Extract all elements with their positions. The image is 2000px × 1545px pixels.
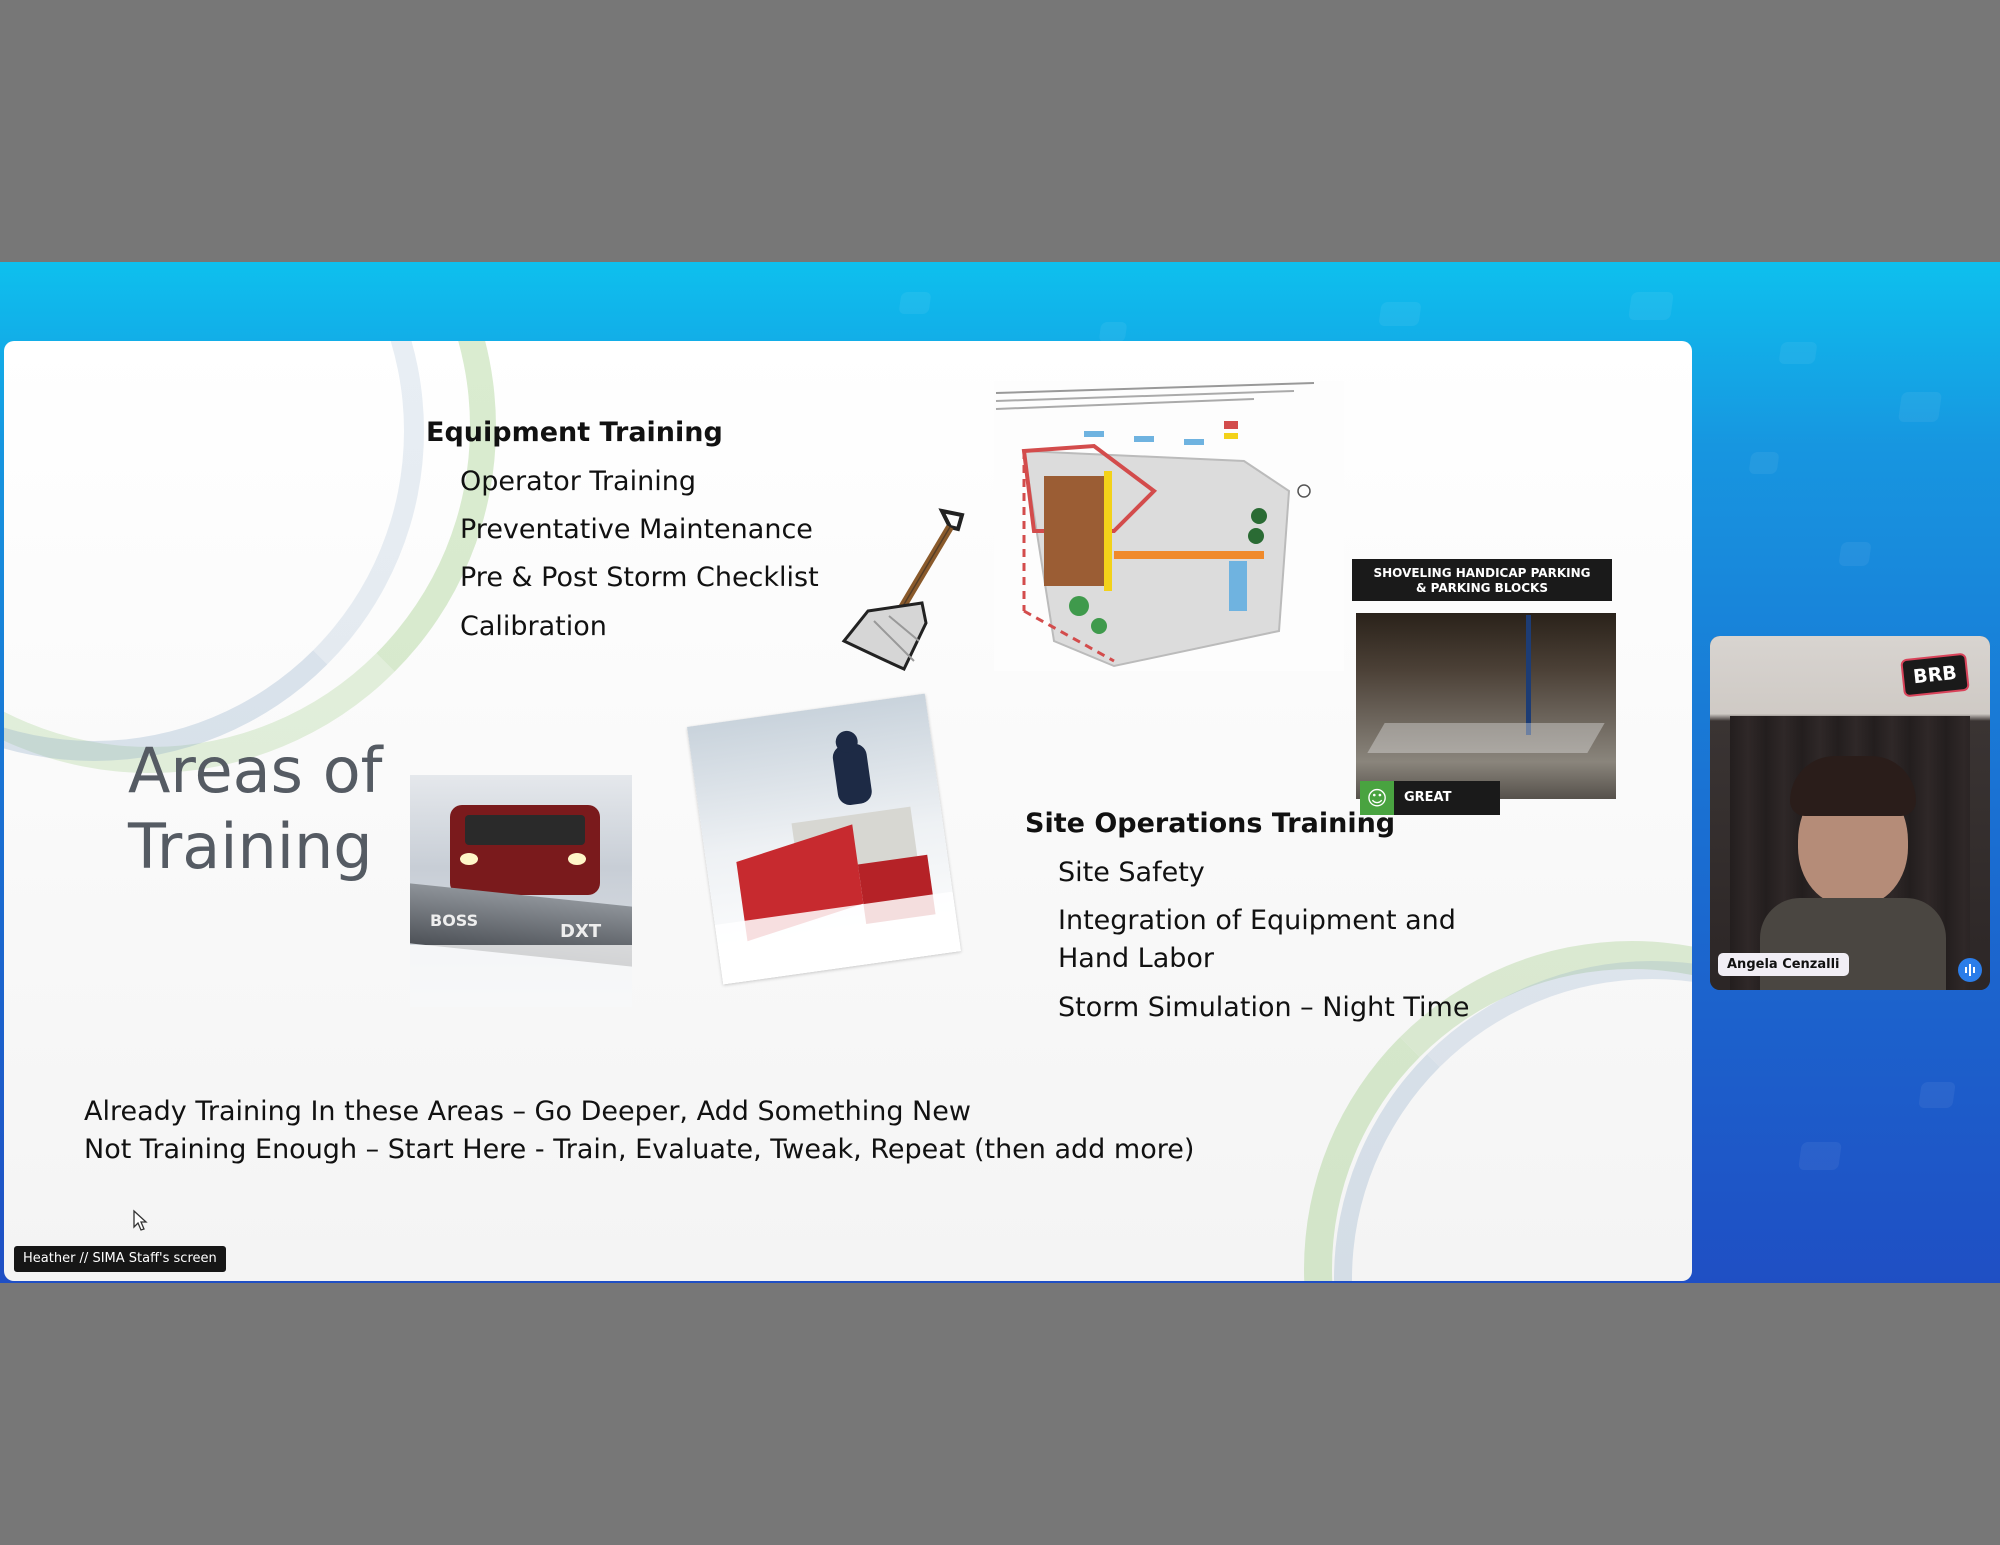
caption-line: & PARKING BLOCKS <box>1415 581 1548 595</box>
equipment-item: Pre & Post Storm Checklist <box>460 562 819 593</box>
slide-title <box>128 733 382 885</box>
site-item: Site Safety <box>1058 857 1205 888</box>
great-label: GREAT <box>1404 790 1452 805</box>
site-map-diagram <box>994 381 1344 671</box>
site-item: Storm Simulation – Night Time <box>1058 992 1470 1023</box>
plow-truck-photo <box>410 775 632 1007</box>
shovel-illustration <box>834 501 974 681</box>
shoveling-caption-box <box>1352 559 1612 601</box>
participant-name-badge: Angela Cenzalli <box>1718 953 1849 976</box>
screen-share-label: Heather // SIMA Staff's screen <box>14 1246 226 1272</box>
smiley-icon: ☺ <box>1360 781 1394 815</box>
footer-line: Already Training In these Areas – Go Deeper, Add Something New <box>84 1096 971 1127</box>
footer-line: Not Training Enough – Start Here - Train, Evaluate, Tweak, Repeat (then add more) <box>84 1134 1195 1165</box>
title-line: Areas of <box>128 734 383 807</box>
audio-level-icon[interactable] <box>1958 958 1982 982</box>
brb-sign: BRB <box>1900 653 1970 698</box>
plow-model-label: DXT <box>560 921 602 942</box>
mouse-cursor-icon <box>132 1209 150 1233</box>
participant-video-tile[interactable] <box>1710 636 1990 990</box>
plow-brand-label: BOSS <box>430 911 479 930</box>
site-item: Integration of Equipment and <box>1058 905 1456 936</box>
site-item: Hand Labor <box>1058 943 1215 974</box>
equipment-training-heading: Equipment Training <box>426 417 723 448</box>
site-operations-training-heading: Site Operations Training <box>1025 808 1396 839</box>
snow-blower-photo <box>687 694 961 985</box>
equipment-item: Preventative Maintenance <box>460 514 813 545</box>
title-line: Training <box>128 810 373 883</box>
presentation-slide <box>4 341 1692 1281</box>
caption-line: SHOVELING HANDICAP PARKING <box>1373 566 1591 580</box>
equipment-item: Calibration <box>460 611 607 642</box>
parking-lot-photo <box>1356 613 1616 799</box>
equipment-item: Operator Training <box>460 466 696 497</box>
